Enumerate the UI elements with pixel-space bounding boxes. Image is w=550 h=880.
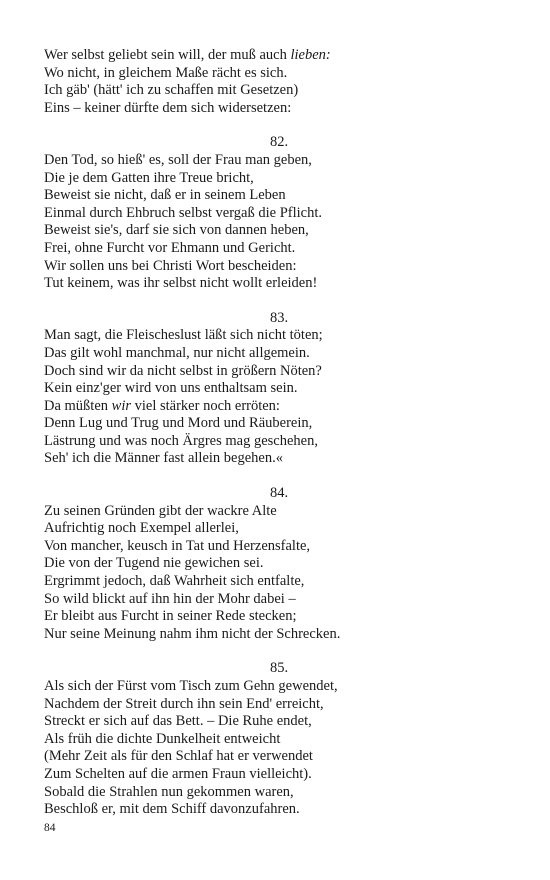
stanza-81-continuation — [44, 47, 514, 117]
verse-line: Er bleibt aus Furcht in seiner Rede stecken; — [44, 608, 297, 625]
verse-line: Beweist sie nicht, daß er in seinem Leben — [44, 187, 286, 204]
verse-line: Seh' ich die Männer fast allein begehen.« — [44, 450, 283, 467]
stanza-84 — [44, 485, 514, 643]
verse-line: Den Tod, so hieß' es, soll der Frau man geben, — [44, 151, 312, 168]
verse-line: Doch sind wir da nicht selbst in größern Nöten? — [44, 362, 322, 379]
verse-line: Aufrichtig noch Exempel allerlei, — [44, 520, 239, 537]
stanza-number: 83. — [269, 309, 289, 326]
verse-line: Nur seine Meinung nahm ihm nicht der Schrecken. — [44, 625, 341, 642]
stanza-82 — [44, 134, 514, 292]
verse-line: (Mehr Zeit als für den Schlaf hat er verwendet — [44, 748, 313, 765]
verse-line: Sobald die Strahlen nun gekommen waren, — [44, 783, 294, 800]
verse-line: Ergrimmt jedoch, daß Wahrheit sich entfalte, — [44, 573, 305, 590]
stanza-number: 84. — [269, 485, 289, 502]
verse-line: Zum Schelten auf die armen Fraun vielleicht). — [44, 765, 312, 782]
verse-line: Wir sollen uns bei Christi Wort bescheiden: — [44, 257, 297, 274]
verse-line: Das gilt wohl manchmal, nur nicht allgemein. — [44, 344, 310, 361]
stanza-83 — [44, 310, 514, 468]
verse-line: Denn Lug und Trug und Mord und Räuberein, — [44, 415, 313, 432]
verse-line: Da müßten wir viel stärker noch erröten: — [44, 397, 280, 414]
verse-line: Beschloß er, mit dem Schiff davonzufahren. — [44, 801, 300, 818]
verse-line: Einmal durch Ehbruch selbst vergaß die Pflicht. — [44, 204, 322, 221]
verse-line: Wer selbst geliebt sein will, der muß auch lieben: — [44, 47, 331, 63]
poem-page — [44, 47, 514, 819]
stanza-number: 82. — [269, 134, 289, 151]
verse-line: Beweist sie's, darf sie sich von dannen heben, — [44, 222, 309, 239]
verse-line: Frei, ohne Furcht vor Ehmann und Gericht. — [44, 239, 296, 256]
verse-line: Die je dem Gatten ihre Treue bricht, — [44, 169, 254, 186]
stanza-number: 85. — [269, 660, 289, 677]
verse-line: Man sagt, die Fleischeslust läßt sich nicht töten; — [44, 327, 323, 344]
verse-line: Tut keinem, was ihr selbst nicht wollt erleiden! — [44, 275, 318, 292]
verse-line: Die von der Tugend nie gewichen sei. — [44, 555, 264, 572]
verse-line: So wild blickt auf ihn hin der Mohr dabei – — [44, 590, 296, 607]
stanza-85 — [44, 660, 514, 818]
verse-line: Eins – keiner dürfte dem sich widersetzen: — [44, 99, 292, 116]
verse-line: Von mancher, keusch in Tat und Herzensfalte, — [44, 537, 311, 554]
verse-line: Kein einz'ger wird von uns enthaltsam sein. — [44, 380, 298, 397]
verse-line: Zu seinen Gründen gibt der wackre Alte — [44, 502, 277, 519]
page-number: 84 — [44, 822, 56, 834]
verse-line: Streckt er sich auf das Bett. – Die Ruhe endet, — [44, 713, 312, 730]
verse-line: Nachdem der Streit durch ihn sein End' erreicht, — [44, 695, 324, 712]
verse-line: Ich gäb' (hätt' ich zu schaffen mit Gesetzen) — [44, 82, 299, 99]
verse-line: Lästrung und was noch Ärgres mag geschehen, — [44, 432, 318, 449]
verse-line: Wo nicht, in gleichem Maße rächt es sich. — [44, 64, 288, 81]
verse-line: Als früh die dichte Dunkelheit entweicht — [44, 730, 281, 747]
verse-line: Als sich der Fürst vom Tisch zum Gehn gewendet, — [44, 678, 338, 694]
